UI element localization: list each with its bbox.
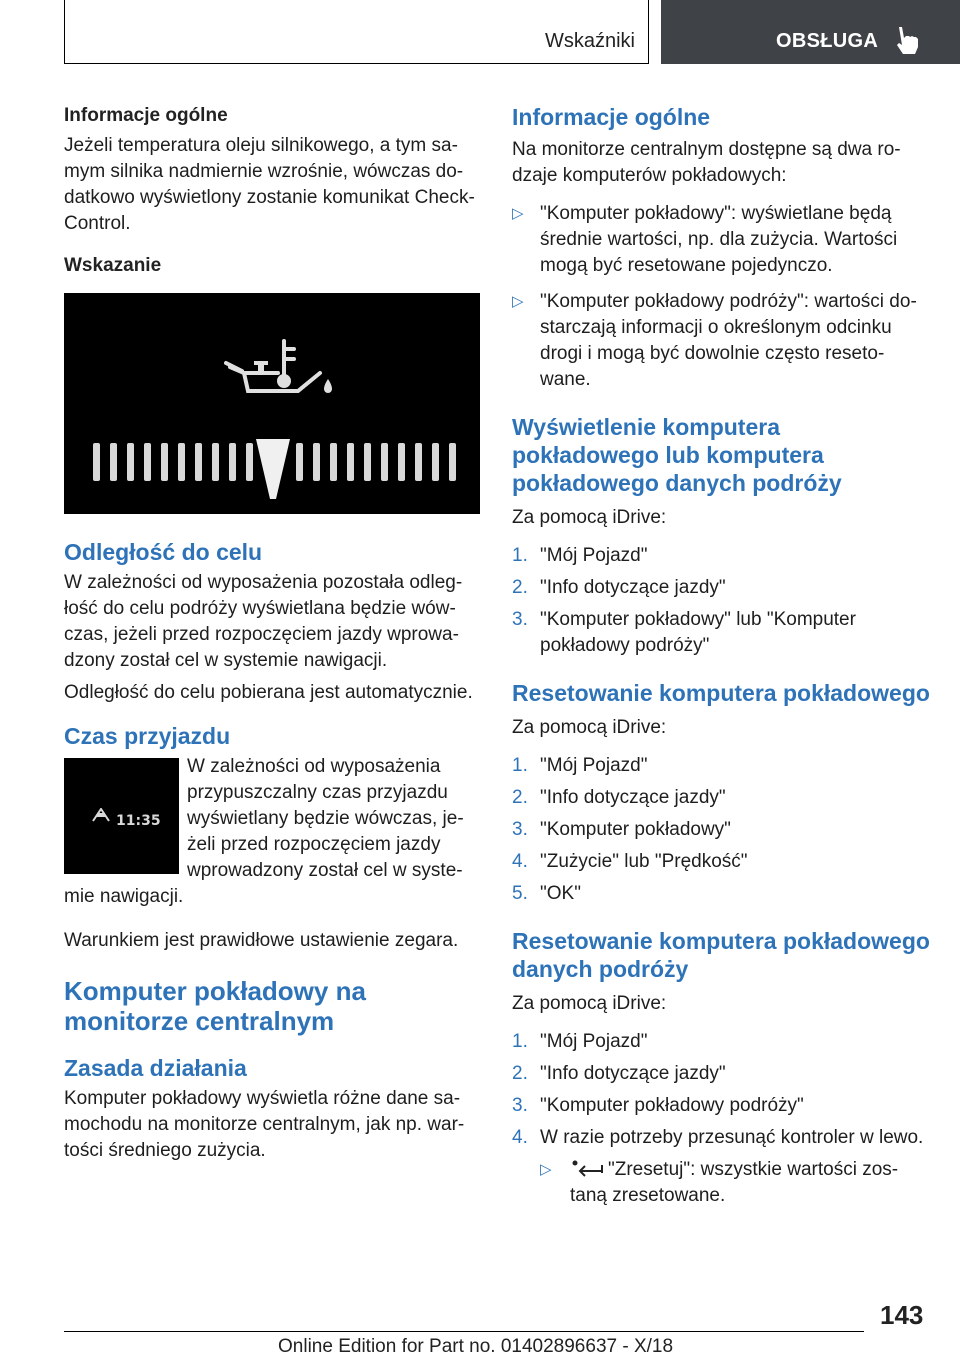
right-column — [512, 103, 930, 1209]
list-item: 2. "Info dotyczące jazdy" — [512, 1063, 726, 1084]
distance-heading: Odległość do celu — [64, 539, 263, 565]
footer-edition-text: Online Edition for Part no. 01402896637 - X/18 — [278, 1336, 674, 1357]
list-item: 2. "Info dotyczące jazdy" — [512, 787, 726, 808]
triangle-bullet-icon: ▷ — [512, 205, 524, 222]
distance-text-1: W zależności od wyposażenia pozostała odleg-łość do celu podróży wyświetlana będzie wów-czas, jeżeli przed rozpoczęciem jazdy wprowa-dzony został cel w systemie nawigacji. — [64, 572, 463, 671]
computer-heading: Komputer pokładowy na monitorze centralnym — [64, 976, 366, 1036]
right-general-heading: Informacje ogólne — [512, 104, 711, 130]
general-info-subtitle: Informacje ogólne — [64, 105, 228, 126]
arrival-heading: Czas przyjazdu — [64, 723, 231, 749]
reset-intro: Za pomocą iDrive: — [512, 717, 667, 738]
oil-temperature-gauge-image — [64, 293, 480, 514]
list-item: 1. "Mój Pojazd" — [512, 755, 648, 776]
reset-arrow-icon — [570, 1159, 604, 1177]
page-number: 143 — [880, 1300, 924, 1330]
list-item: ▷ "Komputer pokładowy": wyświetlane będą średnie wartości, np. dla zużycia. Wartości mogą być resetowane pojedynczo. — [512, 203, 898, 276]
header-chapter-label: OBSŁUGA — [776, 30, 879, 52]
pointing-hand-icon — [893, 25, 921, 55]
left-column — [64, 103, 482, 1164]
list-item: ▷ "Zresetuj": wszystkie wartości zos-taną zresetowane. — [540, 1159, 899, 1206]
destination-flag-icon — [92, 808, 110, 822]
right-general-text: Na monitorze centralnym dostępne są dwa ro-dzaje komputerów pokładowych: — [512, 139, 901, 186]
list-item: 4. "Zużycie" lub "Prędkość" — [512, 851, 748, 872]
list-item: ▷ "Komputer pokładowy podróży": wartości do-starczają informacji o określonym odcinku drogi i mogą być dowolnie często reseto-wane. — [512, 291, 917, 390]
distance-text-2: Odległość do celu pobierana jest automatycznie. — [64, 682, 473, 703]
list-item: 5. "OK" — [512, 883, 581, 904]
arrival-note: Warunkiem jest prawidłowe ustawienie zegara. — [64, 930, 459, 951]
arrival-text: W zależności od wyposażenia przypuszczalny czas przyjazdu wyświetlany będzie wówczas, je-żeli przed rozpoczęciem jazdy wprowadzony został cel w syste-mie nawigacji. — [64, 756, 464, 907]
list-item: 3. "Komputer pokładowy" — [512, 819, 731, 840]
triangle-bullet-icon: ▷ — [512, 293, 524, 310]
footer-divider — [64, 1331, 864, 1332]
list-item: 2. "Info dotyczące jazdy" — [512, 577, 726, 598]
principle-heading: Zasada działania — [64, 1055, 247, 1081]
arrival-time-display-image — [64, 758, 179, 874]
header-chapter-tab — [661, 0, 960, 64]
arrival-clock-value: 11:35 — [116, 813, 161, 829]
general-info-text: Jeżeli temperatura oleju silnikowego, a tym sa-mym silnika nadmiernie wzrośnie, wówczas do-datkowo wyświetlony zostanie komunikat Check-Control. — [64, 135, 475, 234]
display-subtitle: Wskazanie — [64, 255, 162, 276]
list-item: 4. W razie potrzeby przesunąć kontroler w lewo. — [512, 1127, 924, 1148]
list-item: 3. "Komputer pokładowy podróży" — [512, 1095, 804, 1116]
header-section-tab — [64, 0, 649, 64]
show-intro: Za pomocą iDrive: — [512, 507, 667, 528]
triangle-bullet-icon: ▷ — [540, 1161, 552, 1178]
list-item: 3. "Komputer pokładowy" lub "Komputer pokładowy podróży" — [512, 609, 856, 656]
reset-computer-heading: Resetowanie komputera pokładowego — [512, 680, 930, 706]
reset-trip-intro: Za pomocą iDrive: — [512, 993, 667, 1014]
list-item: 1. "Mój Pojazd" — [512, 1031, 648, 1052]
principle-text: Komputer pokładowy wyświetla różne dane sa-mochodu na monitorze centralnym, jak np. war-tości średniego zużycia. — [64, 1088, 465, 1161]
show-computer-heading: Wyświetlenie komputera pokładowego lub komputera pokładowego danych podróży — [512, 414, 842, 496]
header-section-label: Wskaźniki — [544, 30, 635, 52]
list-item: 1. "Mój Pojazd" — [512, 545, 648, 566]
reset-trip-heading: Resetowanie komputera pokładowego danych podróży — [512, 928, 930, 982]
